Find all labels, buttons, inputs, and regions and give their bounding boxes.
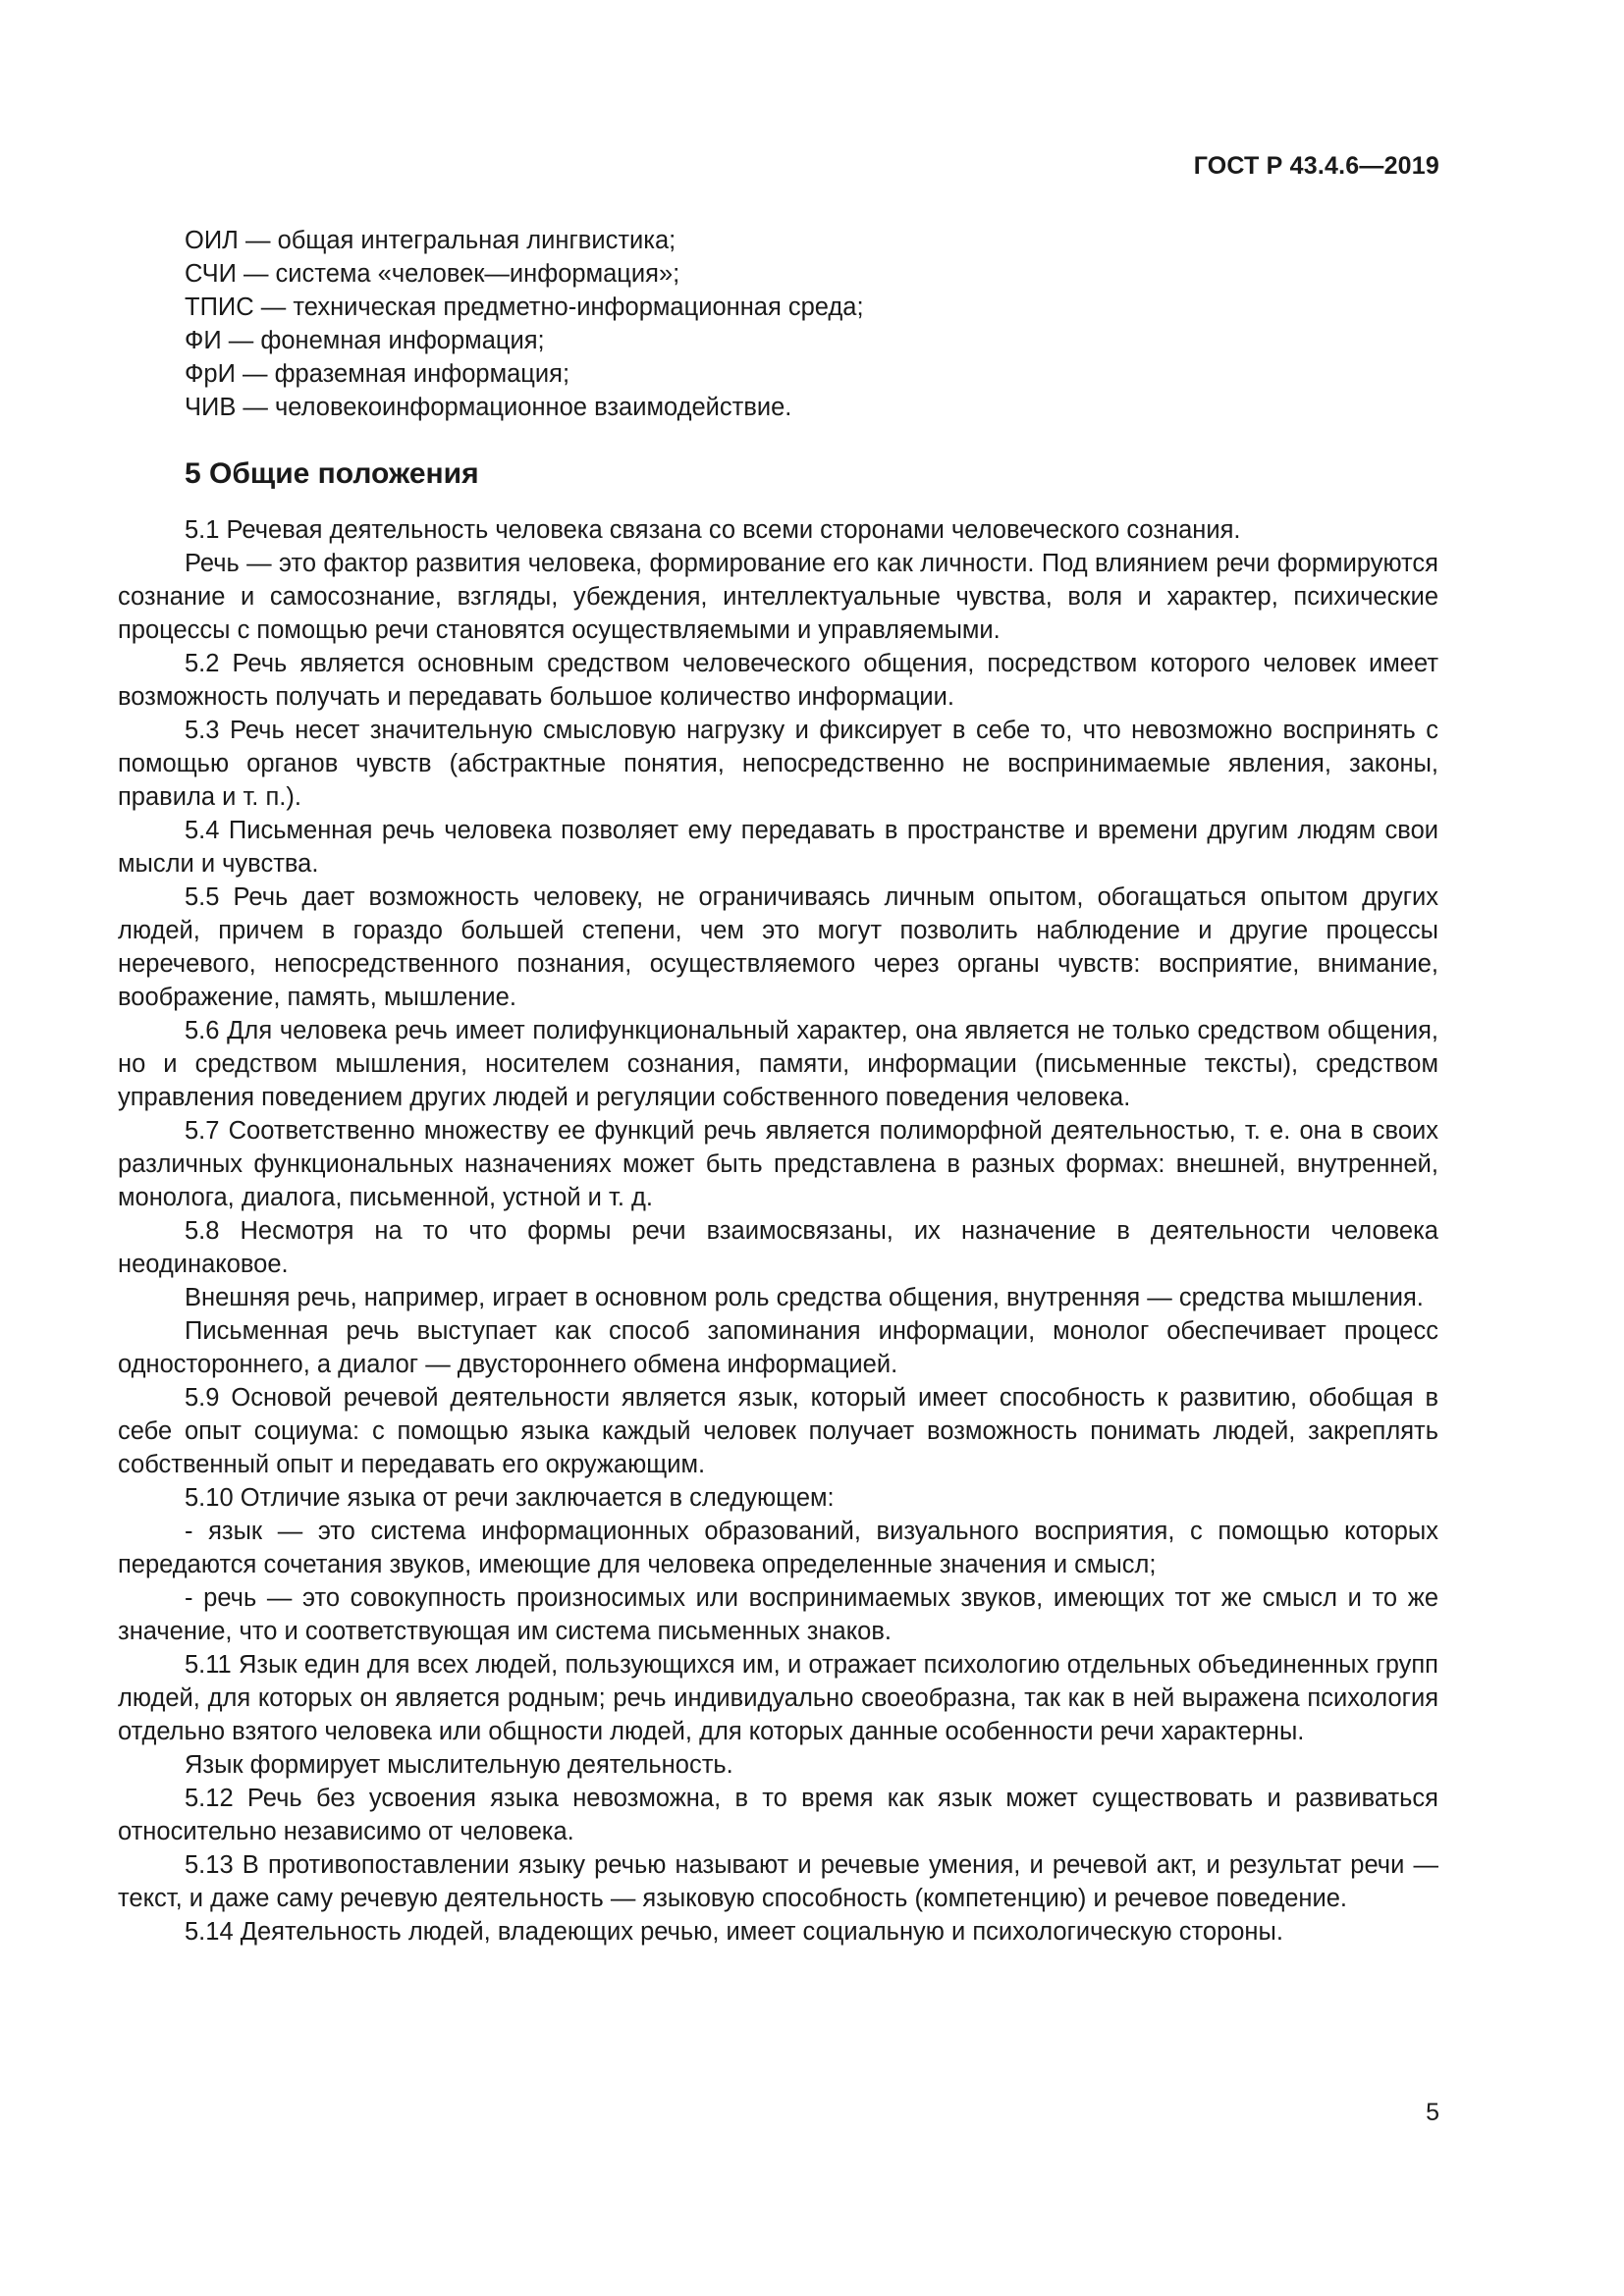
abbreviation-item: СЧИ — система «человек—информация»; bbox=[185, 260, 680, 288]
paragraph: - речь — это совокупность произносимых или воспринимаемых звуков, имеющих тот же смысл и то же значение, что и соответствующая им система письменных знаков. bbox=[118, 1584, 1438, 1645]
paragraph: 5.3 Речь несет значительную смысловую нагрузку и фиксирует в себе то, что невозможно воспринять с помощью органов чувств (абстрактные понятия, непосредственно не воспринимаемые явления, законы, правила и т. п.). bbox=[118, 717, 1438, 811]
paragraph: 5.12 Речь без усвоения языка невозможна, в то время как язык может существовать и развиваться относительно независимо от человека. bbox=[118, 1785, 1438, 1845]
paragraph: 5.14 Деятельность людей, владеющих речью, имеет социальную и психологическую стороны. bbox=[185, 1918, 1283, 1946]
document-body bbox=[118, 224, 1438, 1949]
paragraph: 5.8 Несмотря на то что формы речи взаимосвязаны, их назначение в деятельности человека неодинаковое. bbox=[118, 1217, 1438, 1278]
paragraph: - язык — это система информационных образований, визуального восприятия, с помощью которых передаются сочетания звуков, имеющие для человека определенные значения и смысл; bbox=[118, 1518, 1438, 1578]
paragraph: 5.7 Соответственно множеству ее функций речь является полиморфной деятельностью, т. е. она в своих различных функциональных назначениях может быть представлена в разных формах: внешней, внутренней, монолога, диалога, письменной, устной и т. д. bbox=[118, 1117, 1438, 1211]
paragraph: 5.2 Речь является основным средством человеческого общения, посредством которого человек имеет возможность получать и передавать большое количество информации. bbox=[118, 650, 1438, 711]
paragraph: 5.4 Письменная речь человека позволяет ему передавать в пространстве и времени другим людям свои мысли и чувства. bbox=[118, 817, 1438, 878]
abbreviation-item: ФИ — фонемная информация; bbox=[185, 327, 545, 354]
abbreviation-item: ОИЛ — общая интегральная лингвистика; bbox=[185, 227, 677, 254]
abbreviation-item: ТПИС — техническая предметно-информационная среда; bbox=[185, 294, 864, 321]
paragraph: 5.13 В противопоставлении языку речью называют и речевые умения, и речевой акт, и результат речи — текст, и даже саму речевую деятельность — языковую способность (компетенцию) и речевое поведение. bbox=[118, 1851, 1438, 1912]
paragraph: Язык формирует мыслительную деятельность. bbox=[185, 1751, 733, 1779]
page-number: 5 bbox=[1426, 2099, 1439, 2126]
paragraph: 5.9 Основой речевой деятельности является язык, который имеет способность к развитию, обобщая в себе опыт социума: с помощью языка каждый человек получает возможность понимать людей, закреплять собственный опыт и передавать его окружающим. bbox=[118, 1384, 1438, 1478]
paragraph: 5.11 Язык един для всех людей, пользующихся им, и отражает психологию отдельных объединенных групп людей, для которых он является родным; речь индивидуально своеобразна, так как в ней выражена психология отдельно взятого человека или общности людей, для которых данные особенности речи характерны. bbox=[118, 1651, 1438, 1745]
paragraph: 5.5 Речь дает возможность человеку, не ограничиваясь личным опытом, обогащаться опытом других людей, причем в гораздо большей степени, чем это могут позволить наблюдение и другие процессы неречевого, непосредственного познания, осуществляемого через органы чувств: восприятие, внимание, воображение, память, мышление. bbox=[118, 883, 1438, 1011]
paragraph: Внешняя речь, например, играет в основном роль средства общения, внутренняя — средства мышления. bbox=[185, 1284, 1424, 1311]
paragraph: 5.1 Речевая деятельность человека связана со всеми сторонами человеческого сознания. bbox=[185, 516, 1241, 544]
abbreviation-item: ЧИВ — человекоинформационное взаимодействие. bbox=[185, 394, 792, 421]
paragraph: 5.10 Отличие языка от речи заключается в следующем: bbox=[185, 1484, 835, 1512]
document-header-id: ГОСТ Р 43.4.6—2019 bbox=[1193, 152, 1439, 180]
paragraph: Письменная речь выступает как способ запоминания информации, монолог обеспечивает процесс одностороннего, а диалог — двустороннего обмена информацией. bbox=[118, 1317, 1438, 1378]
paragraph: 5.6 Для человека речь имеет полифункциональный характер, она является не только средством общения, но и средством мышления, носителем сознания, памяти, информации (письменные тексты), средством управления поведением других людей и регуляции собственного поведения человека. bbox=[118, 1017, 1438, 1111]
abbreviation-list bbox=[118, 224, 1438, 424]
abbreviation-item: ФрИ — фраземная информация; bbox=[185, 360, 570, 388]
paragraph: Речь — это фактор развития человека, формирование его как личности. Под влиянием речи формируются сознание и самосознание, взгляды, убеждения, интеллектуальные чувства, воля и характер, психические процессы с помощью речи становятся осуществляемыми и управляемыми. bbox=[118, 550, 1438, 644]
section-title: 5 Общие положения bbox=[185, 457, 479, 490]
